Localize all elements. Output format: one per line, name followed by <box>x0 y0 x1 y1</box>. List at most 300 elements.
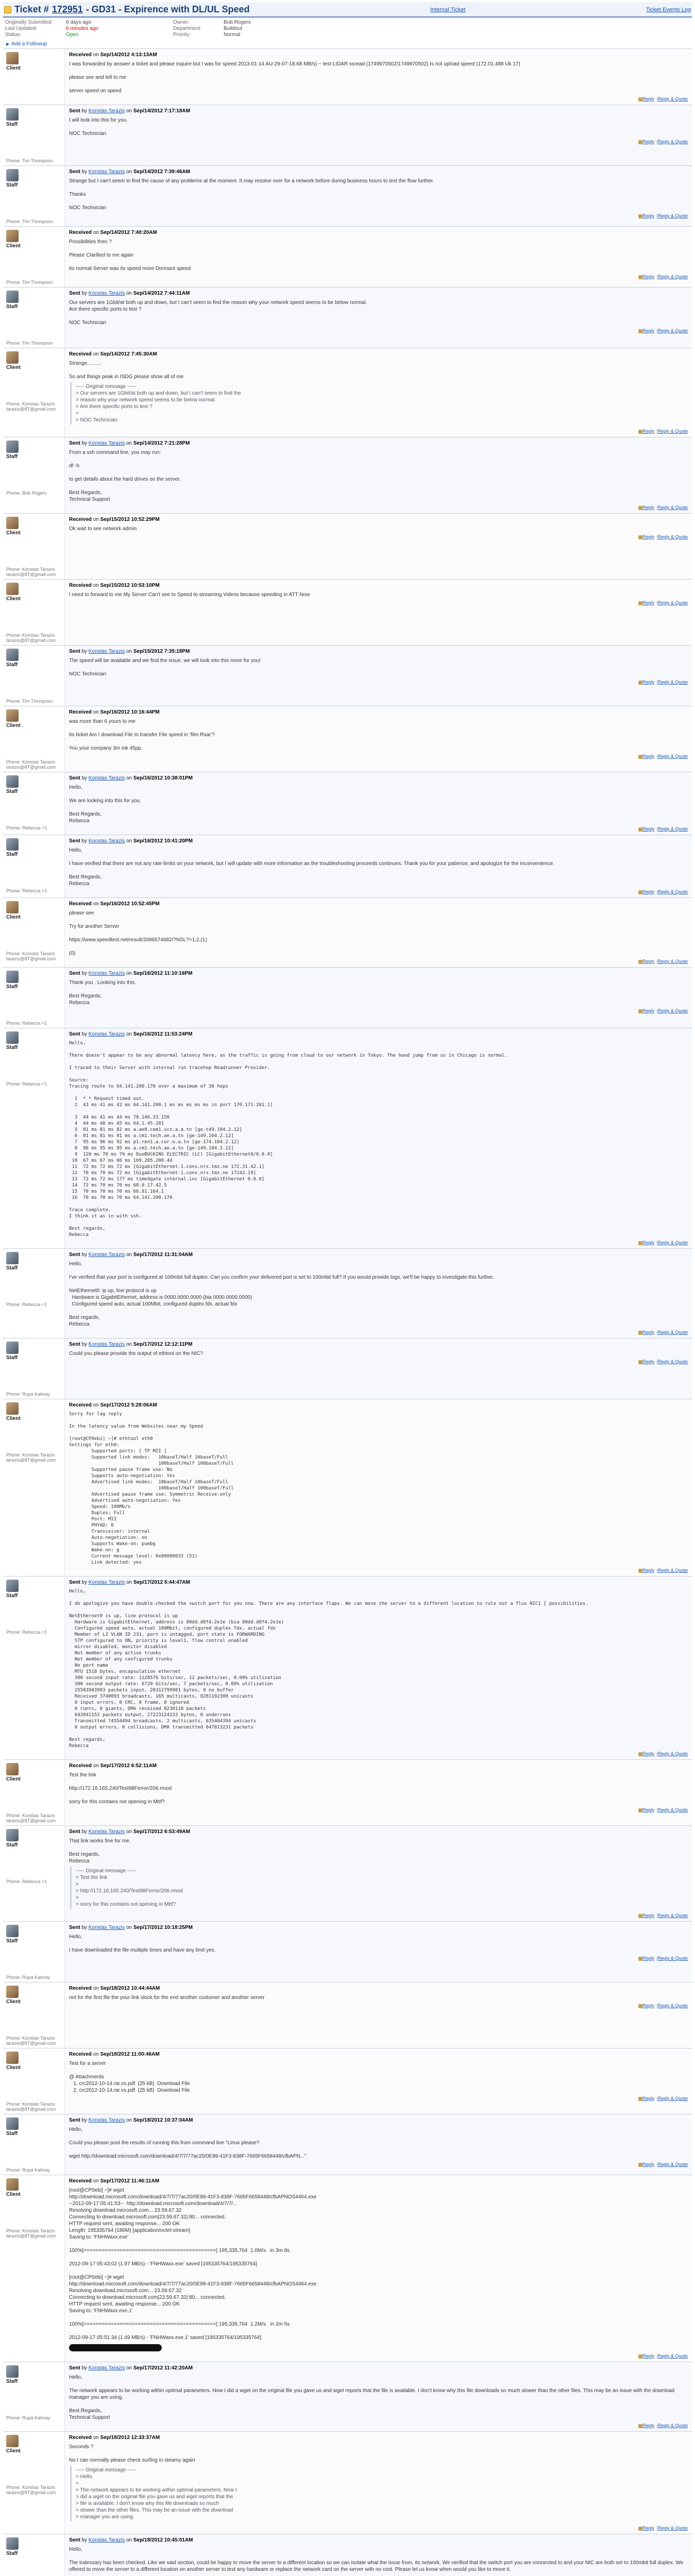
entry-header <box>69 230 688 235</box>
entry-contact: Phone: Konstas Tarazis tarazis@8T@gmail.com <box>6 2102 56 2112</box>
entry-author-panel <box>3 2362 65 2431</box>
avatar <box>6 1986 19 1998</box>
entry-text: Test for a server @ Attachments 1. crc2012-10-14.rar.vs.pdf (25 kB) Download File 2. crc2012-10-14.rar.vs.pdf (25 kB) Download File <box>69 2061 190 2093</box>
entry-actions <box>69 1566 688 1574</box>
reply-link[interactable]: Reply <box>642 534 655 539</box>
reply-quote-link[interactable]: Reply & Quote <box>657 274 688 279</box>
reply-link[interactable]: Reply <box>642 96 655 101</box>
reply-quote-link[interactable]: Reply & Quote <box>657 534 688 539</box>
entry-preposition: by <box>81 1031 88 1037</box>
entry-text: Thank you . Looking into this. Best Regards, Rebecca <box>69 980 137 1006</box>
reply-quote-link[interactable]: Reply & Quote <box>657 1956 688 1961</box>
actions-separator: | <box>656 1956 658 1961</box>
entry-author-panel <box>3 898 65 967</box>
entry-author-link[interactable]: Konstas Tarazis <box>88 1829 125 1835</box>
reply-link[interactable]: Reply <box>642 213 655 218</box>
reply-quote-link[interactable]: Reply & Quote <box>657 2096 688 2101</box>
entry-actions <box>69 2094 688 2102</box>
entry-verb: Sent <box>69 838 80 844</box>
entry-author-link[interactable]: Konstas Tarazis <box>88 440 125 446</box>
entry-actions <box>69 2523 688 2532</box>
entry-header <box>69 709 688 715</box>
entry-date: Sep/17/2012 12:12:11PM <box>133 1342 193 1347</box>
entry-preposition: on <box>93 583 99 588</box>
avatar <box>6 2178 19 2191</box>
ticket-entry <box>3 2048 692 2114</box>
entry-body <box>65 227 692 287</box>
avatar <box>6 2117 19 2130</box>
actions-separator: | <box>656 754 658 759</box>
redaction-bar <box>69 2344 162 2351</box>
entry-verb: Sent <box>69 440 80 446</box>
actions-separator: | <box>656 139 658 144</box>
entry-date: Sep/18/2012 10:45:01AM <box>133 2537 193 2543</box>
entry-author-panel <box>3 968 65 1028</box>
entry-date: Sep/17/2012 6:53:49AM <box>133 1829 190 1835</box>
actions-separator: | <box>656 600 658 605</box>
reply-link[interactable]: Reply <box>642 274 655 279</box>
entry-actions <box>69 503 688 511</box>
reply-quote-link[interactable]: Reply & Quote <box>657 1008 688 1013</box>
entry-date: Sep/18/2012 10:37:04AM <box>133 2117 193 2123</box>
avatar <box>6 52 19 64</box>
avatar <box>6 838 19 851</box>
entry-contact: Phone: Rupa Kalmay <box>6 2415 50 2420</box>
entry-role: Client <box>6 365 21 370</box>
entry-verb: Received <box>69 230 92 235</box>
entry-author-link[interactable]: Konstas Tarazis <box>88 775 125 781</box>
entry-author-panel <box>3 514 65 579</box>
entry-actions <box>69 94 688 103</box>
entry-text: I will look into this for you. NOC Technician <box>69 117 128 137</box>
entry-header <box>69 1402 688 1408</box>
entry-role: Staff <box>6 852 18 857</box>
ticket-icon <box>4 6 11 13</box>
entry-actions <box>69 137 688 145</box>
reply-link[interactable]: Reply <box>642 959 655 964</box>
entry-actions <box>69 532 688 540</box>
entry-preposition: by <box>81 1829 88 1835</box>
entry-role: Client <box>6 530 21 536</box>
actions-separator: | <box>656 1359 658 1364</box>
entry-header: Sent by Konstas Tarazis on Sep/18/2012 10:37:04AM <box>69 2117 193 2123</box>
entry-author-panel <box>3 105 65 165</box>
avatar <box>6 2365 19 2378</box>
entry-author-link[interactable]: Konstas Tarazis <box>88 291 125 296</box>
entry-author-link[interactable]: Konstas Tarazis <box>88 971 125 976</box>
entry-contact: Phone: Konstas Tarazis tarazis@8T@gmail.com <box>6 759 56 770</box>
entry-text: I need to forward to me My Server Can't see to Speed to streaming Videos because speeding in ATT Now <box>69 592 310 598</box>
entry-verb: Sent <box>69 2365 80 2371</box>
reply-quote-link[interactable]: Reply & Quote <box>657 139 688 144</box>
entry-body <box>65 2362 692 2431</box>
reply-quote-link[interactable]: Reply & Quote <box>657 1913 688 1918</box>
actions-separator: | <box>656 680 658 685</box>
ticket-events-log-link[interactable]: Ticket Events Log <box>646 6 691 13</box>
reply-quote-link[interactable]: Reply & Quote <box>657 429 688 434</box>
ticket-entry <box>3 226 692 287</box>
entry-role: Client <box>6 1416 21 1421</box>
reply-quote-link[interactable]: Reply & Quote <box>657 2353 688 2359</box>
entry-role: Staff <box>6 122 18 127</box>
reply-quote-link[interactable]: Reply & Quote <box>657 1751 688 1756</box>
actions-separator: | <box>656 1330 658 1335</box>
entry-author-link[interactable]: Konstas Tarazis <box>88 649 125 654</box>
entry-body <box>65 2432 692 2534</box>
reply-quote-link[interactable]: Reply & Quote <box>657 959 688 964</box>
entry-date: Sep/16/2012 10:38:01PM <box>133 775 193 781</box>
entry-author-panel <box>3 1028 65 1248</box>
reply-icon <box>638 2527 642 2531</box>
actions-separator: | <box>656 534 658 539</box>
avatar <box>6 971 19 983</box>
reply-quote-link[interactable]: Reply & Quote <box>657 96 688 101</box>
ticket-entry <box>3 1338 692 1399</box>
ticket-entry <box>3 1248 692 1338</box>
reply-icon <box>638 1808 642 1812</box>
entry-contact: Phone: Tim Thompson <box>6 699 53 704</box>
entry-author-panel <box>3 580 65 645</box>
entry-role: Staff <box>6 1355 18 1361</box>
reply-link[interactable]: Reply <box>642 2353 655 2359</box>
entry-verb: Sent <box>69 1031 80 1037</box>
ticket-entry <box>3 105 692 165</box>
entry-body <box>65 1028 692 1248</box>
entry-date: Sep/17/2012 10:18:25PM <box>133 1925 193 1930</box>
entry-contact: Phone: Rebecca +1 <box>6 825 47 831</box>
entry-actions <box>69 1357 688 1365</box>
entry-verb: Received <box>69 583 92 588</box>
entry-body <box>65 1982 692 2048</box>
reply-link[interactable]: Reply <box>642 1330 655 1335</box>
reply-link[interactable]: Reply <box>642 680 655 685</box>
add-followup-top[interactable] <box>3 40 50 48</box>
entry-verb: Received <box>69 351 92 357</box>
reply-icon <box>638 890 642 894</box>
actions-separator: | <box>656 213 658 218</box>
entry-author-link[interactable]: Konstas Tarazis <box>88 1925 125 1930</box>
entry-date: Sep/16/2012 10:16:44PM <box>100 709 160 715</box>
actions-separator: | <box>656 826 658 832</box>
reply-quote-link[interactable]: Reply & Quote <box>657 600 688 605</box>
ticket-title <box>4 4 250 15</box>
reply-icon <box>638 2424 642 2428</box>
reply-icon <box>638 1360 642 1364</box>
entry-header <box>69 351 688 357</box>
avatar <box>6 1829 19 1841</box>
entry-author-panel <box>3 706 65 772</box>
entry-author-link[interactable]: Konstas Tarazis <box>88 108 125 114</box>
entry-actions <box>69 677 688 686</box>
entry-verb: Sent <box>69 2117 80 2123</box>
reply-quote-link[interactable]: Reply & Quote <box>657 1240 688 1245</box>
actions-separator: | <box>656 889 658 894</box>
reply-icon <box>638 1914 642 1918</box>
reply-link[interactable]: Reply <box>642 2096 655 2101</box>
entry-verb: Sent <box>69 291 80 296</box>
reply-link[interactable]: Reply <box>642 2423 655 2428</box>
entry-header <box>69 901 688 907</box>
reply-quote-link[interactable]: Reply & Quote <box>657 1807 688 1812</box>
entry-date: Sep/16/2012 10:52:45PM <box>100 901 160 907</box>
actions-separator: | <box>656 2096 658 2101</box>
entry-header <box>69 1763 688 1769</box>
entry-header: Sent by Konstas Tarazis on Sep/17/2012 6:53:49AM <box>69 1829 190 1835</box>
reply-quote-link[interactable]: Reply & Quote <box>657 2526 688 2531</box>
entry-author-link[interactable]: Konstas Tarazis <box>88 1342 125 1347</box>
entry-author-panel <box>3 1249 65 1338</box>
entry-contact: Phone: Rebecca +1 <box>6 1879 47 1884</box>
reply-link[interactable]: Reply <box>642 505 655 510</box>
entry-contact: Phone: Rupa Kalmay <box>6 2167 50 2173</box>
entry-author-link[interactable]: Konstas Tarazis <box>88 1580 125 1585</box>
entry-actions <box>69 887 688 895</box>
meta-department-label: Department: <box>173 26 202 31</box>
avatar <box>6 709 19 722</box>
entry-author-link[interactable]: Konstas Tarazis <box>88 838 125 844</box>
ticket-entry <box>3 579 692 645</box>
entry-contact: Phone: Konstas Tarazis tarazis@8T@gmail.com <box>6 2228 56 2239</box>
reply-icon <box>638 1241 642 1245</box>
internal-ticket-area <box>430 7 465 13</box>
reply-link[interactable]: Reply <box>642 2526 655 2531</box>
entry-header <box>69 517 688 522</box>
reply-icon <box>638 140 642 144</box>
entry-verb: Sent <box>69 775 80 781</box>
actions-separator: | <box>656 505 658 510</box>
reply-quote-link[interactable]: Reply & Quote <box>657 1330 688 1335</box>
entry-body <box>65 1760 692 1825</box>
reply-quote-link[interactable]: Reply & Quote <box>657 754 688 759</box>
entry-header <box>69 2052 688 2057</box>
reply-quote-link[interactable]: Reply & Quote <box>657 505 688 510</box>
reply-link[interactable]: Reply <box>642 826 655 832</box>
entry-verb: Sent <box>69 1829 80 1835</box>
ticket-entry <box>3 437 692 513</box>
entry-body <box>65 1338 692 1399</box>
entry-text: please see Try for another Server https://www.speedtest.net/result/2086574682/?NSL?=1,2,(1) (0) <box>69 910 207 956</box>
reply-link[interactable]: Reply <box>642 1956 655 1961</box>
entry-body <box>65 2175 692 2362</box>
ticket-entry <box>3 1982 692 2048</box>
entry-date: Sep/17/2012 6:52:11AM <box>100 1763 157 1769</box>
entry-verb: Received <box>69 901 92 907</box>
meta-submitted-value: 6 days ago <box>66 20 91 25</box>
entry-preposition: on <box>93 52 99 58</box>
entry-role: Staff <box>6 1265 18 1271</box>
entry-contact: Phone: Konstas Tarazis tarazis@8T@gmail.com <box>6 2485 56 2495</box>
reply-link[interactable]: Reply <box>642 1568 655 1573</box>
reply-link[interactable]: Reply <box>642 2003 655 2008</box>
ticket-number-link[interactable]: 172951 <box>52 4 83 14</box>
entry-contact: Phone: Konstas Tarazis tarazis@8T@gmail.com <box>6 633 56 643</box>
reply-quote-link[interactable]: Reply & Quote <box>657 2423 688 2428</box>
entry-preposition: on <box>93 2178 99 2184</box>
reply-icon <box>638 1331 642 1335</box>
entry-contact: Phone: Konstas Tarazis tarazis@8T@gmail.com <box>6 951 56 961</box>
entry-text: I was forwarded by answer a ticket and please inquire but I was for speed 2013-01-14 AU-29-07-18.68 MB/s) ~ test LIDAR ssread (1749970502/1749970502) Is not upload speed (172.01.488 Uk 17) please see and tell to me server speed on speed <box>69 61 520 94</box>
quoted-message: ----- Original message ----- > Test the link > > http://172.16.165.240/Test98Ferror/206.rmod > > sorry for this contains not opening in Mbf? <box>70 1867 688 1909</box>
entry-preposition: by <box>81 1342 88 1347</box>
entry-role: Client <box>6 65 21 71</box>
reply-quote-link[interactable]: Reply & Quote <box>657 2162 688 2167</box>
reply-quote-link[interactable]: Reply & Quote <box>657 889 688 894</box>
reply-quote-link[interactable]: Reply & Quote <box>657 1359 688 1364</box>
reply-quote-link[interactable]: Reply & Quote <box>657 328 688 333</box>
entry-text: Test the link http://172.16.165.240/Test98Ferror/206.rmod sorry for this contains not opening in Mbf? <box>69 1772 172 1805</box>
entry-body <box>65 514 692 579</box>
reply-link[interactable]: Reply <box>642 1008 655 1013</box>
reply-quote-link[interactable]: Reply & Quote <box>657 826 688 832</box>
entry-text: Strange.......... So and things peak in ISDG please show all of me <box>69 361 184 380</box>
entry-preposition: on <box>93 1986 99 1991</box>
entry-author-link[interactable]: Konstas Tarazis <box>88 2117 125 2123</box>
reply-link[interactable]: Reply <box>642 1240 655 1245</box>
entry-text: Our servers are 1Gbit/at both up and down, but I can't seem to find the reason why your network speed seems to be below normal. Are there specific ports to test ? NOC Technician <box>69 300 367 326</box>
reply-link[interactable]: Reply <box>642 1913 655 1918</box>
entry-actions <box>69 1006 688 1014</box>
reply-icon <box>638 1009 642 1013</box>
entry-date: Sep/14/2012 7:40:20AM <box>100 230 157 235</box>
entry-header: Sent by Konstas Tarazis on Sep/14/2012 7:39:46AM <box>69 169 190 175</box>
reply-link[interactable]: Reply <box>642 600 655 605</box>
reply-icon <box>638 329 642 333</box>
entry-role: Client <box>6 2192 21 2197</box>
entry-author-panel <box>3 1577 65 1759</box>
entry-author-link[interactable]: Konstas Tarazis <box>88 2537 125 2543</box>
avatar <box>6 1031 19 1044</box>
meta-owner-label: Owner: <box>173 20 190 25</box>
avatar <box>6 1580 19 1592</box>
ticket-entry <box>3 967 692 1028</box>
entry-contact: Phone: Rebecca +1 <box>6 1021 47 1026</box>
entry-preposition: by <box>81 2365 88 2371</box>
reply-quote-link[interactable]: Reply & Quote <box>657 2003 688 2008</box>
entry-author-panel <box>3 2114 65 2175</box>
reply-link[interactable]: Reply <box>642 1359 655 1364</box>
entry-text: Sorry for lag reply In the latency value from Websites near my Speed [root@CP0ebi] ~]# ethtool eth0 Settings for eth0: Supported ports: [ TP MII ] Supported link modes: 10baseT/Half 10baseT/Full 100baseT/Half 100baseT/Full Supported pause frame use: No Supports auto-negotiation: Yes Advertised link modes: 10baseT/Half 10baseT/Full 100baseT/Half 100baseT/Full Advertised pause frame use: Symmetric Receive-only Advertised auto-negotiation: Yes Speed: 100Mb/s Duplex: Full Port: MII PHYAD: 0 Transceiver: internal Auto-negotiation: on Supports Wake-on: pumbg Wake-on: g Current message level: 0x00000033 (51) Link detected: yes <box>69 1412 234 1565</box>
entry-verb: Sent <box>69 1580 80 1585</box>
reply-link[interactable]: Reply <box>642 139 655 144</box>
entry-contact: Phone: Rupa Kalmay <box>6 1392 50 1397</box>
reply-quote-link[interactable]: Reply & Quote <box>657 213 688 218</box>
reply-link[interactable]: Reply <box>642 328 655 333</box>
entry-actions <box>69 272 688 280</box>
entry-verb: Received <box>69 52 92 58</box>
actions-separator: | <box>656 959 658 964</box>
entry-date: Sep/14/2012 7:45:30AM <box>100 351 157 357</box>
reply-icon <box>638 960 642 964</box>
entry-text: was more than 6 yours to me Its ticket Am I download File to transfer File speed in 'film Rsar'? You your company 3m ink 45pp. <box>69 719 215 751</box>
entry-date: Sep/18/2012 11:00:46AM <box>100 2052 160 2057</box>
entry-author-link[interactable]: Konstas Tarazis <box>88 169 125 175</box>
entry-preposition: by <box>81 971 88 976</box>
entry-author-panel <box>3 835 65 897</box>
entry-author-panel <box>3 437 65 513</box>
entry-role: Staff <box>6 304 18 310</box>
ticket-entry <box>3 835 692 897</box>
ticket-entry <box>3 48 692 105</box>
reply-link[interactable]: Reply <box>642 1751 655 1756</box>
avatar <box>6 2537 19 2550</box>
entry-header <box>69 2178 688 2184</box>
entry-body <box>65 835 692 897</box>
reply-icon <box>638 535 642 539</box>
entry-role: Client <box>6 2448 21 2454</box>
entry-text: Hello, I do apologize you have double-checked the switch port for you now. There are any interface flaps. We can move the server to a different location to rule out a flux NIC1 [ possibilities. NetEthernet0 is up, line protocol is up Hardware is GigabitEthernet, address is 00dd.d0f4.2e1e (bia 00dd.d0f4.2e1e) Configured speed auto, actual 100Mbit, configured duplex fdx, actual fdx Member of L2 VLAN ID 231, port is untagged, port state is FORWARDING STP configured to ON, priority is level1, flow control enabled mirror disabled, monitor disabled Not member of any active trunks Not member of any configured trunks No port name MTU 1518 bytes, encapsulation ethernet 300 second input rate: 1128576 bits/sec, 12 packets/sec, 0.00% utilization 300 second output rate: 6720 bits/sec, 7 packets/sec, 0.00% utilization 25583903983 packets input, 20312799901 bytes, 0 no buffer Received 3740093 broadcasts, 165 multicasts, 8281192308 unicasts 0 input errors, 0 CRC, 0 frame, 0 ignored 0 runts, 0 giants, DMA received 8230110 packets 643941153 packets output, 27223124233 bytes, 0 underruns Transmitted 74554494 broadcasts, 2 multicasts, 635404394 unicasts 0 output errors, 0 collisions, DMA transmitted 647813231 packets Best regards, Rebecca <box>69 1589 588 1749</box>
entry-verb: Received <box>69 709 92 715</box>
entry-date: Sep/14/2012 7:39:46AM <box>133 169 190 175</box>
ticket-entry <box>3 513 692 579</box>
entry-preposition: by <box>81 838 88 844</box>
entry-author-panel <box>3 1826 65 1921</box>
entry-header: Sent by Konstas Tarazis on Sep/16/2012 10:38:01PM <box>69 775 193 781</box>
reply-link[interactable]: Reply <box>642 1807 655 1812</box>
avatar <box>6 1252 19 1264</box>
entry-date: Sep/16/2012 11:10:16PM <box>133 971 193 976</box>
entry-body <box>65 1399 692 1576</box>
entry-preposition: by <box>81 291 88 296</box>
entry-verb: Sent <box>69 2537 80 2543</box>
entry-role: Staff <box>6 2131 18 2137</box>
entry-body <box>65 706 692 772</box>
avatar <box>6 775 19 788</box>
redacted-block <box>69 2344 688 2351</box>
ticket-entry <box>3 2431 692 2534</box>
actions-separator: | <box>656 96 658 101</box>
entry-contact: Phone: Rebecca +1 <box>6 888 47 893</box>
entry-role: Staff <box>6 1938 18 1944</box>
actions-separator: | <box>656 1568 658 1573</box>
reply-link[interactable]: Reply <box>642 754 655 759</box>
reply-quote-link[interactable]: Reply & Quote <box>657 1568 688 1573</box>
entry-author-panel <box>3 2534 65 2576</box>
internal-ticket-link[interactable]: Internal Ticket <box>430 6 466 13</box>
entry-text: Strange but I can't seem to find the cause of any problems at the moment. It may resolve over for a network before during business hours to test the flow further. Thanks NOC Technician <box>69 178 434 211</box>
entry-author-link[interactable]: Konstas Tarazis <box>88 1031 125 1037</box>
entry-role: Staff <box>6 1045 18 1050</box>
entry-author-panel <box>3 772 65 835</box>
entry-verb: Received <box>69 2435 92 2441</box>
entry-preposition: by <box>81 2117 88 2123</box>
entry-role: Client <box>6 1999 21 2005</box>
entry-contact: Phone: Rebecca +1 <box>6 1302 47 1307</box>
avatar <box>6 351 19 364</box>
reply-link[interactable]: Reply <box>642 429 655 434</box>
entry-contact: Phone: Tim Thompson <box>6 280 53 285</box>
avatar <box>6 1925 19 1937</box>
entry-text: Hello, The tralessary has been checked. Like we said section, could be happy to move the server to a different location so we can isolate what the issue from, its network. We verified that the switch port you are connected to and your NIC are both set to 100mbit full duplex. We offered to move the server to a different location on another server to test any hardware or replace the network card on the server with no cost. Please let us know when would you like to move it. <box>69 2547 684 2572</box>
reply-icon <box>638 275 642 279</box>
ticket-entry <box>3 348 692 437</box>
add-followup-label: Add a Followup <box>11 41 47 47</box>
entry-preposition: by <box>81 169 88 175</box>
reply-link[interactable]: Reply <box>642 2162 655 2167</box>
entry-contact: Phone: Konstas Tarazis tarazis@8T@gmail.com <box>6 567 56 577</box>
entry-preposition: by <box>81 1925 88 1930</box>
entry-date: Sep/15/2012 7:35:18PM <box>133 649 190 654</box>
entry-author-panel <box>3 287 65 348</box>
reply-quote-link[interactable]: Reply & Quote <box>657 680 688 685</box>
entry-text: Ok wait to see network admin <box>69 526 137 532</box>
reply-link[interactable]: Reply <box>642 889 655 894</box>
entry-text: Hello, I have downloaded the file multiple times and have any limit yes. <box>69 1934 216 1953</box>
entry-author-link[interactable]: Konstas Tarazis <box>88 2365 125 2371</box>
entry-text: Hello, We are looking into this for you. Best Regards, Rebecca <box>69 785 141 824</box>
ticket-entry <box>3 1759 692 1825</box>
ticket-prefix: Ticket # <box>14 4 49 14</box>
entry-author-link[interactable]: Konstas Tarazis <box>88 1252 125 1258</box>
